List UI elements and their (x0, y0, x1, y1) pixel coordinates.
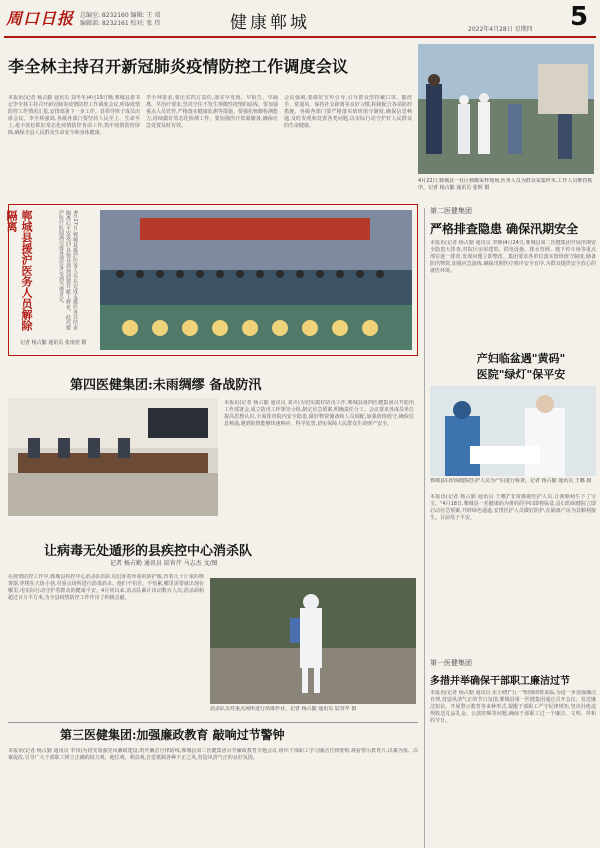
second-hosp-headline: 严格排查隐患 确保汛期安全 (430, 222, 579, 236)
header-meta-1: 总编室: 8232160 编辑: 王 靖 (80, 12, 161, 19)
maternal-care-photo (430, 386, 596, 476)
lead-body-col2: 李全林要求,要压实四方责任,落实早发现、早报告、早隔离、早治疗要求,坚决守住不发生规模性疫情的底线。要加强重点人员管控,严格落实健康监测等措施。要强化核酸检测能力,持续做好常态化检测工作。要加强医疗资源储备,确保应急处置及时有效。 (146, 95, 278, 129)
header-meta-2: 编辑部: 8232161 校对: 张 伟 (80, 20, 161, 27)
third-hosp-headline: 第三医健集团:加强廉政教育 敲响过节警钟 (60, 728, 285, 742)
medical-team-group-photo (100, 210, 412, 350)
disinfection-worker-photo (210, 578, 416, 704)
fourth-hosp-body: 本报讯(记者 杨占勤 通讯员 刘卉)为切实做好防汛工作,郸城县第四医健集团召开防汛工作部署会,成立防汛工作领导小组,制定应急预案,明确责任分工。会议要求各成员单位提高思想认识,全面排查院内安全隐患,做好物资储备和人员调配,加强值班值守,确保信息畅通,遇到险情能够快速响应、科学处置,切实保障人民群众生命财产安全。 (224, 400, 414, 427)
column-divider (424, 208, 425, 848)
lead-photo-caption: 4月22日,郸城县一社区核酸采样现场,医务人员为群众采集样本,工作人员维持秩序。记者 杨占勤 通讯员 张辉 摄 (418, 178, 593, 191)
lead-headline: 李全林主持召开新冠肺炎疫情防控工作调度会议 (8, 57, 349, 76)
first-hosp-headline: 多措并举确保干部职工廉洁过节 (430, 676, 570, 687)
lead-body-col3: 会议强调,要做好宣传引导,引导群众坚持戴口罩、勤洗手、常通风、保持社交距离等良好习惯,积极配合各项防控措施。各级各部门要严格落实值班值守制度,确保信息畅通,及时发现和处置各类问题,以实际行动守护好人民群众的生命健康。 (284, 95, 412, 129)
fourth-hosp-headline: 第四医健集团:未雨绸缪 备战防汛 (70, 378, 262, 393)
group-photo-caption: 记者 杨占勤 通讯员 张雨萱 摄 (20, 340, 87, 346)
issue-date: 2022年4月28日 星期四 (468, 26, 533, 33)
lead-body-col1: 本报讯(记者 杨占勤 通讯员 刘冬冬)4月19日晚,郸城县委书记李全林主持召开新冠肺炎疫情防控工作调度会议,听取疫情防控工作情况汇报,安排部署下一步工作。县领导班子成员出席会议。李全林强调,各级各部门要坚持人民至上、生命至上,毫不放松抓好常态化疫情防控各项工作,筑牢疫情防控屏障,确保全县人民群众生命安全和身体健康。 (8, 95, 140, 136)
maternal-headline-2: 医院"绿灯"保平安 (476, 368, 566, 381)
first-hosp-body: 本报讯(记者 杨占勤 通讯员 张小晓)"五一"假期即将来临,为进一步加强廉洁自律,营造风清气正的节日氛围,郸城县第一医健集团通过召开会议、发送廉洁短信、开展警示教育等多种形式,提醒干部职工严守纪律规矩,坚决杜绝违规收送礼品礼金、公款吃喝等问题,确保干部职工过一个廉洁、文明、祥和的节日。 (430, 690, 596, 724)
covid-testing-photo (418, 44, 594, 174)
maternal-photo-caption: 郸城县妇幼保健院医护人员为产妇进行检查。记者 杨占勤 通讯员 王娜 摄 (430, 478, 592, 484)
cdc-byline: 记者 杨占勤 通讯员 辰宵芹 马志杰 文/图 (110, 560, 218, 567)
cdc-body: 在疫情防控工作中,郸城县疾控中心消杀队的队员们身着厚重的防护服,背着几十斤重的喷雾器,穿梭在大街小巷,对重点场所进行消毒消杀。他们不怕苦、不怕累,哪里需要就出现在哪里,用实际行动守护着群众的健康平安。4月初以来,消杀队累计出动数百人次,消杀面积超过百万平方米,为全县疫情防控工作作出了积极贡献。 (8, 574, 204, 601)
maternal-headline-1: 产妇临盆遇"黄码" (476, 352, 566, 365)
masthead-logo: 周口日报 (6, 9, 75, 28)
second-hosp-body: 本报讯(记者 杨占勤 通讯员 李静)4月24日,郸城县第二医健集团开展汛期安全隐患大排查,对院区房屋建筑、供电设施、排水管网、地下停车场等重点部位逐一排查,发现问题立即整改。集团要求各单位落实值班值守制度,储备防汛物资,加强应急演练,确保汛期医疗秩序安全有序,为群众提供安全放心的就医环境。 (430, 240, 596, 274)
third-hosp-body: 本报讯(记者 杨占勤 通讯员 李伟)为切实加强党风廉政建设,筑牢廉洁自律防线,郸城县第三医健集团召开廉政教育专题会议,组织干部职工学习廉洁自律准则,观看警示教育片,以案为鉴、以案促改,引导广大干部职工树立正确的权力观、地位观、利益观,自觉抵制各种不正之风,营造风清气正的良好氛围。 (8, 748, 418, 761)
cdc-headline: 让病毒无处遁形的县疾控中心消杀队 (44, 544, 253, 559)
group-photo-vertical-body: 4月27日,郸城县援沪医务人员在完成支援任务并结束隔离后平安返回,县领导到场迎接并献上鲜花。此次援沪医疗队圆满完成各项任务,受到当地肯定。 (58, 210, 78, 330)
cdc-photo-caption: 消杀队员对重点场所进行消毒作业。记者 杨占勤 通讯员 辰宵芹 摄 (210, 706, 357, 712)
header-rule (4, 36, 596, 38)
third-hosp-rule (8, 722, 418, 723)
page-number: 5 (570, 2, 589, 32)
first-hosp-kicker: 第一医健集团 (430, 659, 472, 667)
page-header (0, 0, 600, 38)
meeting-room-photo (8, 398, 218, 516)
maternal-body: 本报讯(记者 杨占勤 通讯员 王娜)"非常感谢医护人员,让我顺利生下了宝宝。"4月18日,郸城县一名健康码为黄码的孕妇即将临盆,县妇幼保健院立即启动应急预案,开辟绿色通道,安排医护人员做好防护,在隔离产房为其顺利接生。目前母子平安。 (430, 494, 596, 521)
second-hosp-kicker: 第二医健集团 (430, 207, 472, 215)
section-title: 健康郸城 (230, 13, 310, 33)
group-photo-vertical-title: 郸城县援沪医务人员解除隔离 (5, 210, 33, 331)
